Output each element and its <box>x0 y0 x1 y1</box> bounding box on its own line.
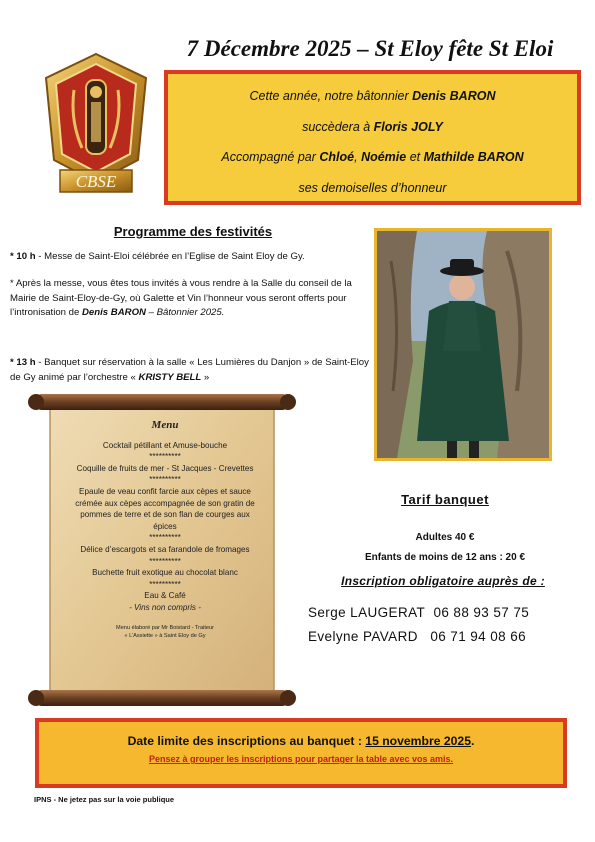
announcement-line-4: ses demoiselles d’honneur <box>298 180 447 195</box>
programme-title: Programme des festivités <box>113 224 273 239</box>
menu-title: Menu <box>151 419 179 431</box>
programme-item-mass: * 10 h - Messe de Saint-Eloi célébrée en l’Eglise de Saint Eloy de Gy. <box>10 251 305 262</box>
menu-separator: ********** <box>149 452 181 462</box>
deadline-text: Date limite des inscriptions au banquet : 15 novembre 2025. <box>127 734 475 748</box>
programme-item-banquet: * 13 h - Banquet sur réservation à la salle « Les Lumières du Danjon » de Saint-Eloy de Gy animé par l’orchestre « KRISTY BELL » <box>10 357 369 383</box>
deadline-note: Pensez à grouper les inscriptions pour partager la table avec vos amis. <box>148 754 454 764</box>
contact-evelyne: Evelyne PAVARD 06 71 94 08 66 <box>308 629 527 644</box>
contact-serge: Serge LAUGERAT 06 88 93 57 75 <box>308 605 530 620</box>
announcement-box <box>164 70 581 205</box>
programme-item-galette: * Après la messe, vous êtes tous invités à vous rendre à la Salle du conseil de la Mairie de Saint-Eloy-de-Gy, où Galette et Vin l’honneur vous seront offerts pour l’intronisation de Denis BARON – Bâtonnier 2025. <box>10 278 352 318</box>
menu-separator: ********** <box>149 475 181 485</box>
menu-card <box>70 420 260 640</box>
page-title: 7 Décembre 2025 – St Eloy fête St Eloi <box>186 36 554 61</box>
menu-item: Cocktail pétillant et Amuse-bouche <box>102 440 228 450</box>
batonnier-photo <box>374 228 552 461</box>
menu-caterer-note: Menu élaboré par Mr Boistard - Traiteur « L’Assiette » à Saint Eloy de Gy <box>116 624 214 639</box>
menu-item: Coquille de fruits de mer - St Jacques - Crevettes <box>76 463 254 473</box>
announcement-line-1: Cette année, notre bâtonnier Denis BARON <box>249 89 496 103</box>
announcement-line-2: succèdera à Floris JOLY <box>302 119 443 134</box>
menu-separator: ********** <box>149 556 181 566</box>
menu-item: Eau & Café <box>144 591 186 601</box>
contact-phone: 06 71 94 08 66 <box>430 629 527 644</box>
menu-separator: ********** <box>149 533 181 543</box>
tarif-children: Enfants de moins de 12 ans : 20 € <box>364 552 526 563</box>
menu-item: Epaule de veau confit farcie aux cèpes et sauce crémée aux cèpes accompagnée de son gratin de pommes de terre et de son flan de courges aux épices <box>75 486 255 531</box>
contact-phone: 06 88 93 57 75 <box>433 605 530 620</box>
menu-item: Buchette fruit exotique au chocolat blanc <box>92 568 238 578</box>
footer-ipns: IPNS - Ne jetez pas sur la voie publique <box>34 795 175 804</box>
inscription-heading: Inscription obligatoire auprès de : <box>341 574 545 588</box>
announcement-line-3: Accompagné par Chloé, Noémie et Mathilde BARON <box>221 150 524 164</box>
deadline-box <box>35 718 567 788</box>
menu-separator: ********** <box>149 579 181 589</box>
cbse-logo <box>34 50 158 200</box>
tarif-adults: Adultes 40 € <box>415 532 475 543</box>
menu-item: Délice d’escargots et sa farandole de fromages <box>80 544 250 554</box>
tarif-title: Tarif banquet <box>401 492 489 507</box>
logo-text: CBSE <box>75 172 117 191</box>
menu-item: - Vins non compris - <box>129 602 201 612</box>
